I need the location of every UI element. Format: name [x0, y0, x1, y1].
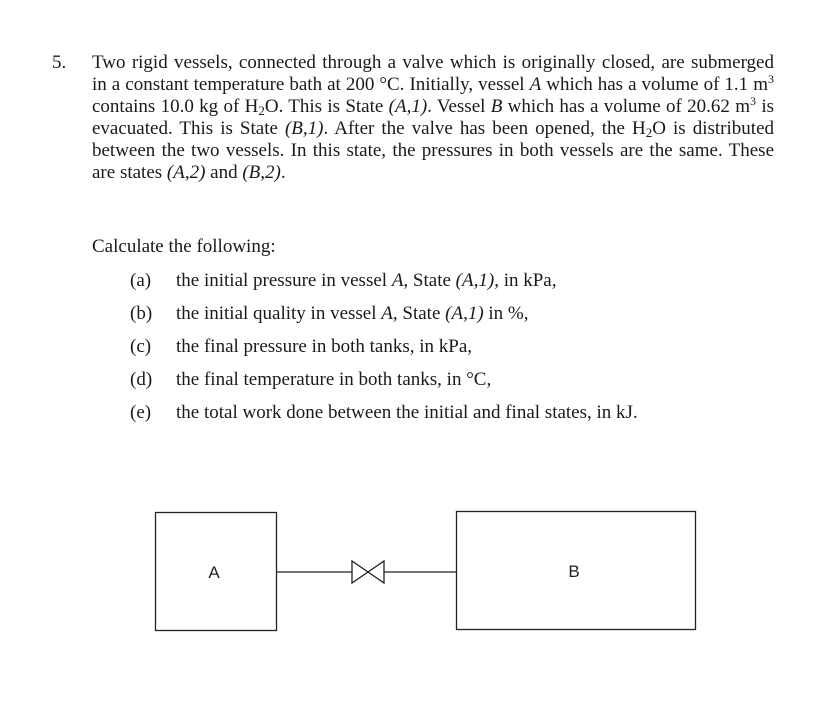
- problem-text-segment: (A,1): [388, 96, 428, 117]
- problem-text-segment: contains 10.0 kg of H: [92, 96, 259, 117]
- vessel-a-label: A: [208, 563, 220, 582]
- superscript-3: 3: [768, 72, 774, 86]
- part-text: the final pressure in both tanks, in kPa,: [176, 336, 473, 357]
- problem-text-segment: (B,1): [284, 118, 324, 139]
- part-label: (b): [130, 303, 153, 324]
- calculate-intro: Calculate the following:: [92, 236, 276, 257]
- problem-text-segment: . After the valve has been opened, the H: [323, 118, 646, 139]
- part-text: A: [381, 303, 393, 324]
- problem-text-segment: O is distributed between the two vessels. In this state, the pressures in both vessels are the same. These are states: [92, 118, 775, 183]
- part-text: the total work done between the initial and final states, in kJ.: [176, 402, 638, 423]
- subscript-2: 2: [645, 125, 653, 140]
- subscript-2: 2: [258, 103, 265, 118]
- part-text: the initial quality in vessel: [176, 303, 382, 324]
- part-text: , in kPa,: [494, 270, 557, 291]
- part-text: , State: [392, 303, 446, 324]
- problem-text-segment: .: [280, 162, 286, 183]
- part-label: (a): [130, 270, 152, 291]
- superscript-3: 3: [750, 94, 757, 108]
- problem-number: 5.: [52, 52, 67, 73]
- part-text: (A,1): [445, 303, 484, 324]
- part-text: (A,1): [455, 270, 495, 291]
- problem-text-segment: which has a volume of 20.62 m: [502, 96, 751, 117]
- problem-text-segment: (A,2): [166, 162, 206, 183]
- part-text: the final temperature in both tanks, in °C,: [176, 369, 492, 390]
- part-text: , State: [403, 270, 456, 291]
- problem-text-segment: B: [490, 96, 503, 117]
- part-text: the initial pressure in vessel: [176, 270, 392, 291]
- problem-text-segment: . Vessel: [427, 96, 491, 117]
- part-label: (d): [130, 369, 153, 390]
- problem-text-segment: is evacuated. This is State: [92, 96, 774, 139]
- problem-text-segment: A: [529, 74, 542, 95]
- part-text: in %,: [483, 303, 529, 324]
- vessel-b-label: B: [568, 562, 580, 581]
- problem-text-segment: (B,2): [242, 162, 281, 183]
- problem-text-segment: Two rigid vessels, connected through a valve which is originally closed, are submerged in a constant temperature bath at 200 °C. Initially, vessel: [92, 52, 774, 95]
- problem-text-segment: and: [205, 162, 243, 183]
- problem-text-segment: which has a volume of 1.1 m: [541, 74, 768, 95]
- valve-icon: [352, 561, 384, 583]
- problem-text-segment: O. This is State: [264, 96, 389, 117]
- part-text: A: [391, 270, 404, 291]
- part-label: (e): [130, 402, 152, 423]
- part-label: (c): [130, 336, 152, 357]
